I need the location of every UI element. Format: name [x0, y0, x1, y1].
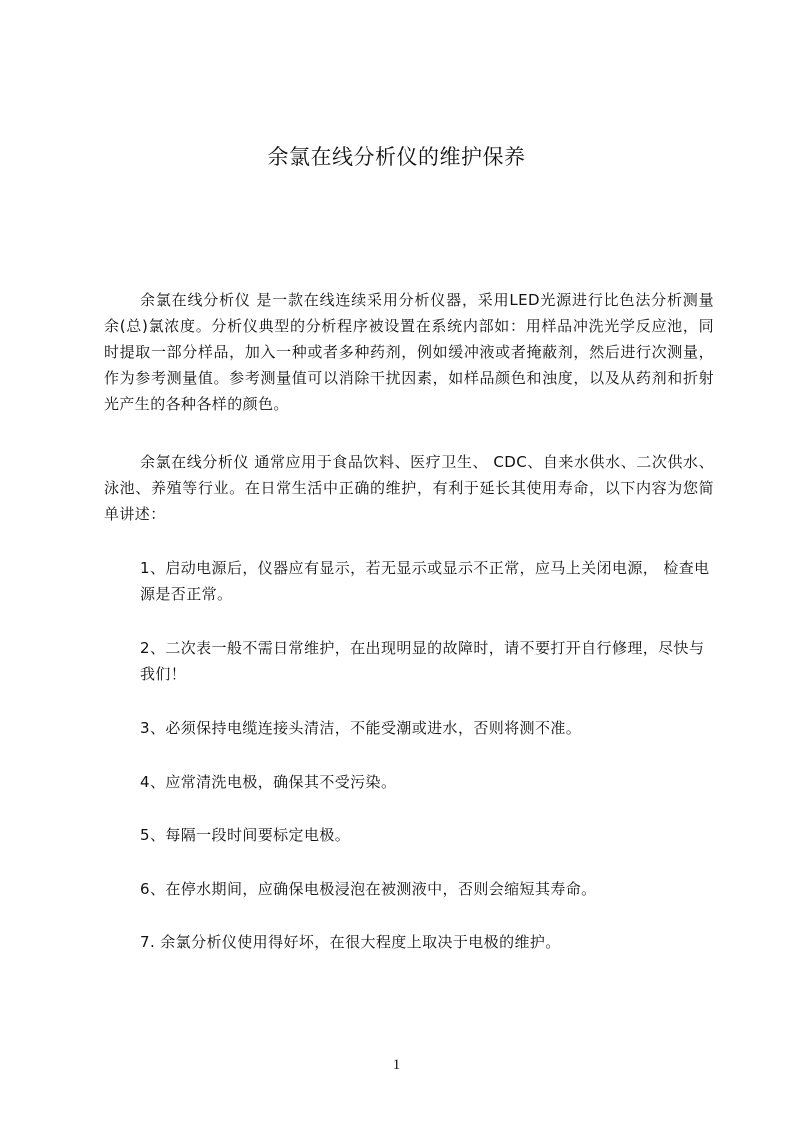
page-number: 1 — [392, 1057, 401, 1073]
maintenance-item-1 — [104, 555, 714, 607]
maintenance-item-2-text: 2、二次表一般不需日常维护，在出现明显的故障时，请不要打开自行修理，尽快与我们！ — [140, 639, 705, 683]
maintenance-item-7: 7. 余氯分析仪使用得好坏，在很大程度上取决于电极的维护。 — [140, 933, 561, 951]
maintenance-item-2 — [104, 635, 714, 687]
maintenance-item-3: 3、必须保持电缆连接头清洁，不能受潮或进水，否则将测不准。 — [140, 719, 582, 737]
application-paragraph: 余氯在线分析仪 通常应用于食品饮料、医疗卫生、 CDC、自来水供水、二次供水、泳池、养殖等行业。在日常生活中正确的维护，有利于延长其使用寿命，以下内容为您简单讲述： — [104, 453, 714, 523]
maintenance-item-6: 6、在停水期间，应确保电极浸泡在被测液中，否则会缩短其寿命。 — [140, 880, 597, 898]
intro-paragraph: 余氯在线分析仪 是一款在线连续采用分析仪器，采用LED光源进行比色法分析测量余(总)氯浓度。分析仪典型的分析程序被设置在系统内部如：用样品冲洗光学反应池，同时提取一部分样品，加入一种或者多种药剂，例如缓冲液或者掩蔽剂，然后进行次测量，作为参考测量值。参考测量值可以消除干扰因素，如样品颜色和浊度，以及从药剂和折射光产生的各种各样的颜色。 — [104, 291, 714, 413]
maintenance-item-4: 4、应常清洗电极，确保其不受污染。 — [140, 773, 397, 791]
document-title: 余氯在线分析仪的维护保养 — [267, 145, 526, 169]
maintenance-item-1-text: 1、启动电源后，仪器应有显示，若无显示或显示不正常，应马上关闭电源， 检查电源是否正常。 — [140, 559, 710, 603]
maintenance-item-5: 5、每隔一段时间要标定电极。 — [140, 826, 351, 844]
